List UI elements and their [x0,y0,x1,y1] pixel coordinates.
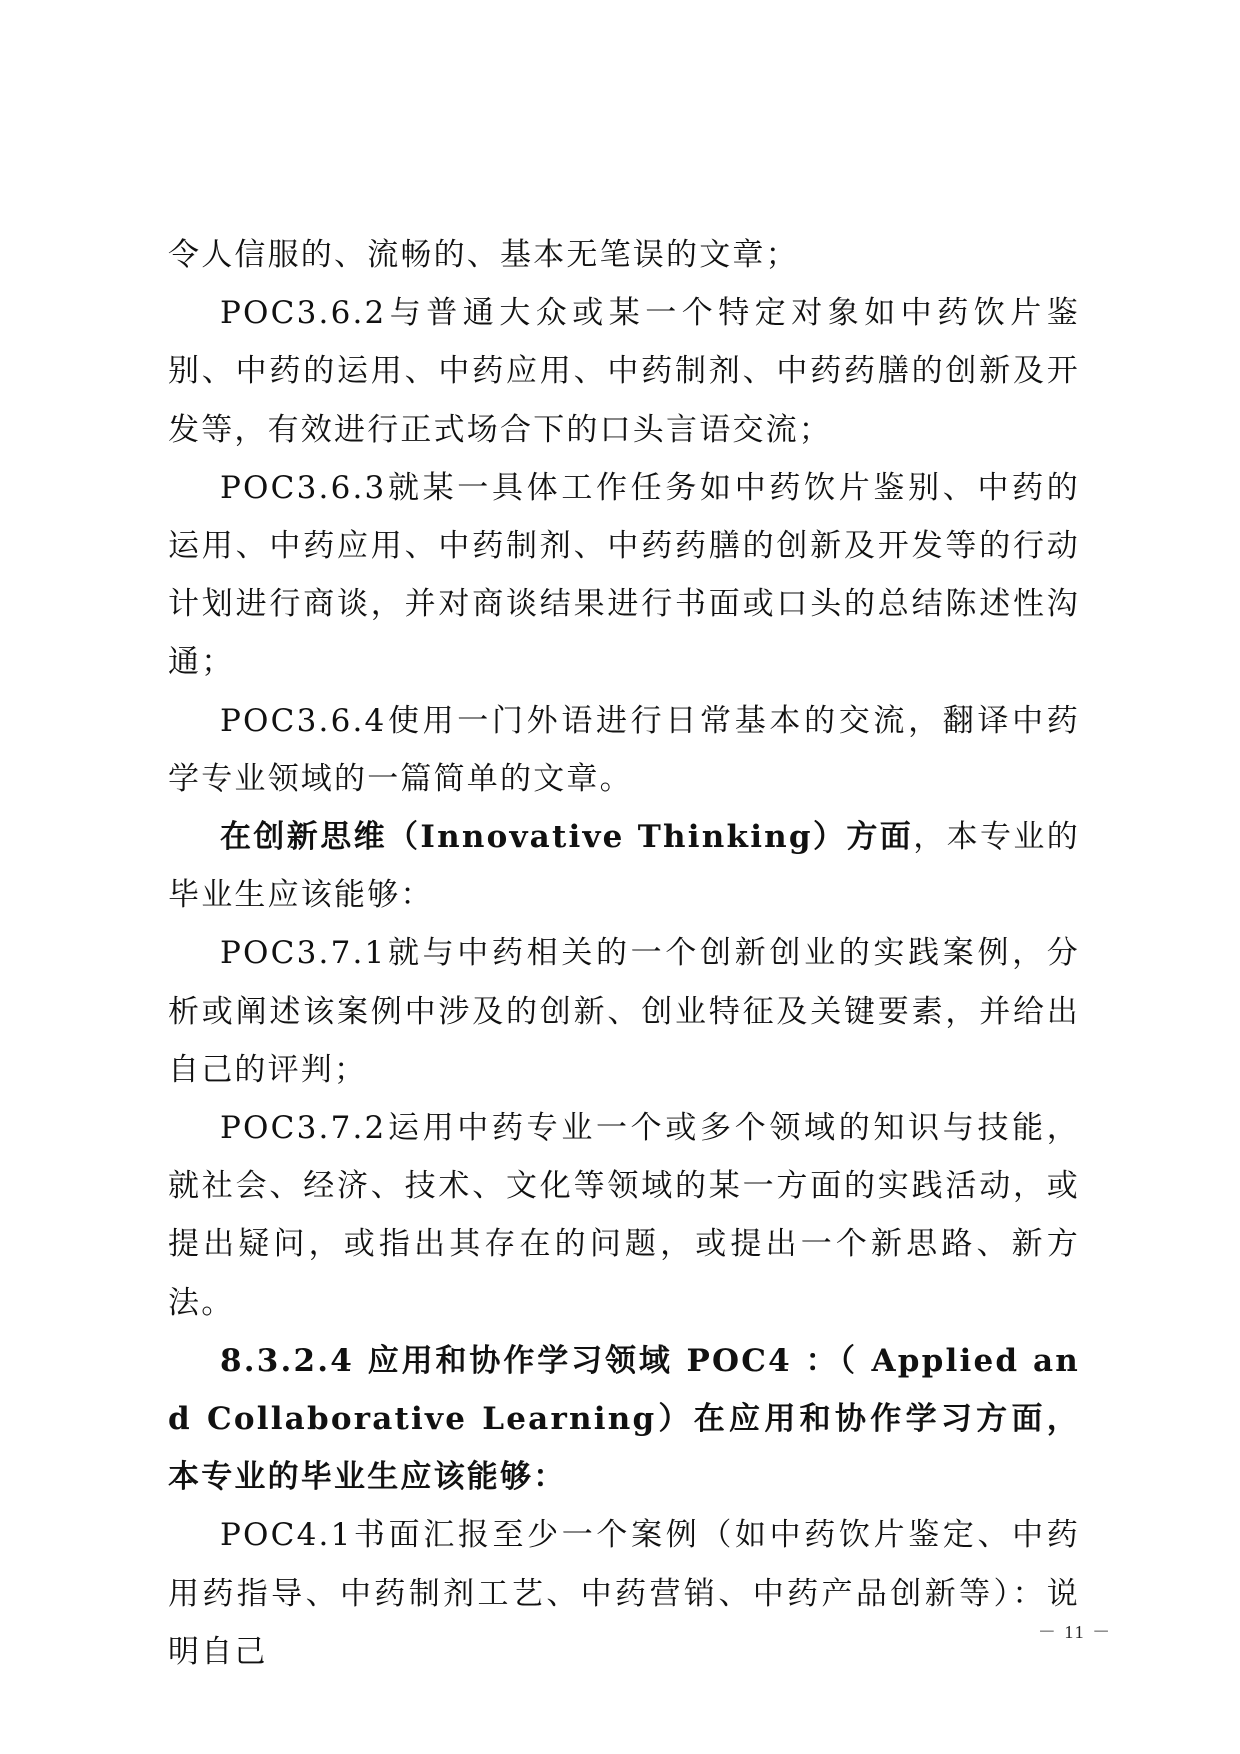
section-heading-8-3-2-4: 8.3.2.4 应用和协作学习领域 POC4 ：（ Applied and Collaborative Learning）在应用和协作学习方面，本专业的毕业生应该能够： [168,1342,1080,1496]
paragraph-poc-3-6-3: POC3.6.3就某一具体工作任务如中药饮片鉴别、中药的运用、中药应用、中药制剂、中药药膳的创新及开发等的行动计划进行商谈，并对商谈结果进行书面或口头的总结陈述性沟通； [168,469,1080,681]
paragraph-poc-3-7-2: POC3.7.2运用中药专业一个或多个领域的知识与技能，就社会、经济、技术、文化等领域的某一方面的实践活动，或提出疑问，或指出其存在的问题，或提出一个新思路、新方法。 [168,1110,1080,1321]
paragraph-poc-3-6-4: POC3.6.4使用一门外语进行日常基本的交流，翻译中药学专业领域的一篇简单的文章。 [168,702,1080,797]
page-number: － 11 － [1037,1622,1113,1642]
innovative-thinking-lead: ，本专业的毕业生应该能够： [168,819,1081,914]
innovative-thinking-heading: 在创新思维（Innovative Thinking）方面 [220,819,914,856]
paragraph-innovative-thinking [168,808,1080,924]
body-text [168,226,1080,1681]
paragraph-continuation: 令人信服的、流畅的、基本无笔误的文章； [168,237,799,273]
paragraph-poc-4-1: POC4.1书面汇报至少一个案例（如中药饮片鉴定、中药用药指导、中药制剂工艺、中药营销、中药产品创新等）：说明自己 [168,1517,1080,1670]
paragraph-poc-3-6-2: POC3.6.2与普通大众或某一个特定对象如中药饮片鉴别、中药的运用、中药应用、中药制剂、中药药膳的创新及开发等，有效进行正式场合下的口头言语交流； [168,295,1080,448]
paragraph-poc-3-7-1: POC3.7.1就与中药相关的一个创新创业的实践案例，分析或阐述该案例中涉及的创新、创业特征及关键要素，并给出自己的评判； [168,935,1080,1088]
